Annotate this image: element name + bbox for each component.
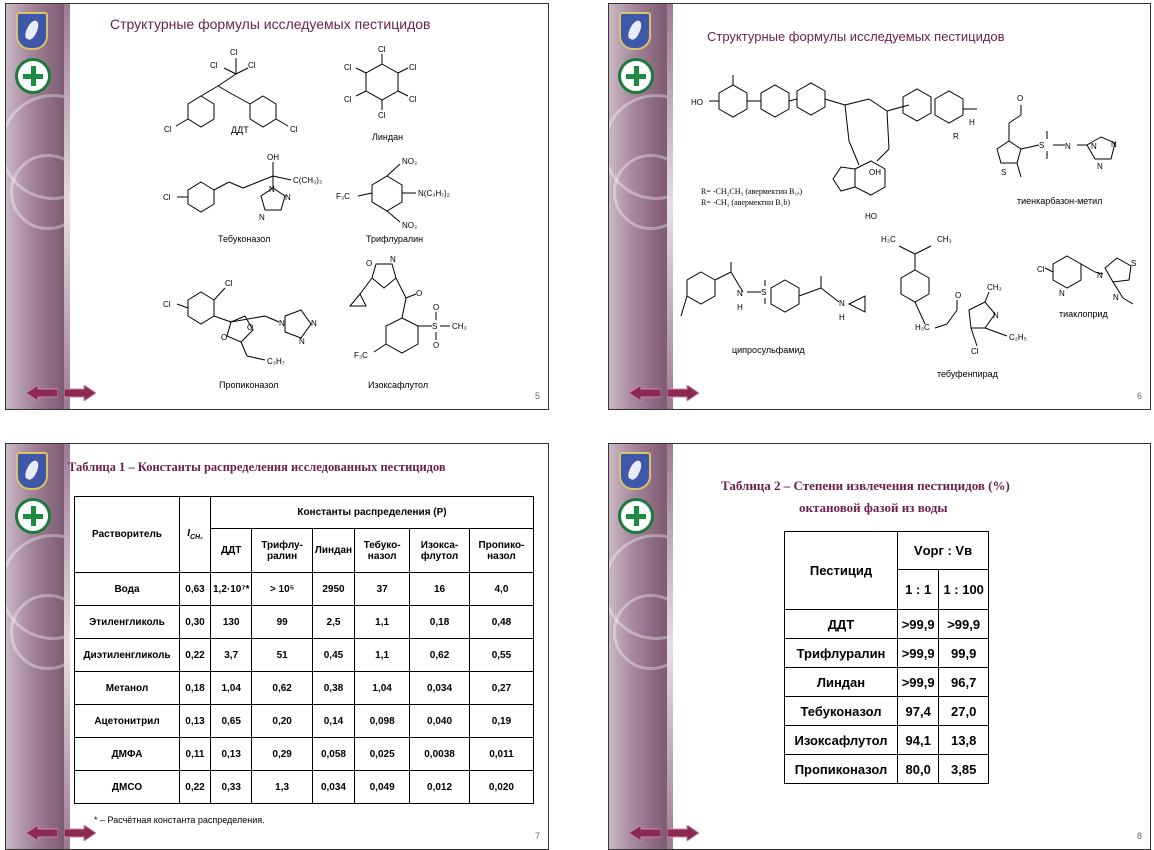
table-cell: 0,62 xyxy=(410,639,470,672)
svg-text:N: N xyxy=(1059,289,1065,298)
trifluralin-structure xyxy=(332,152,472,237)
next-slide-arrow-icon[interactable] xyxy=(64,385,96,401)
tebufenpyrad-structure xyxy=(881,230,1061,360)
compound-label: ДДТ xyxy=(231,125,249,135)
row-solvent-cell: ДМФА xyxy=(75,738,180,771)
slide-sidebar xyxy=(6,444,70,849)
svg-text:O: O xyxy=(955,291,962,300)
prev-slide-arrow-icon[interactable] xyxy=(26,825,58,841)
table-cell: 0,040 xyxy=(410,705,470,738)
table-row xyxy=(75,606,534,639)
table-cell: >99,9 xyxy=(898,610,939,639)
slide-number: 6 xyxy=(1136,391,1142,401)
next-slide-arrow-icon[interactable] xyxy=(667,385,699,401)
table-cell: 0,18 xyxy=(410,606,470,639)
svg-text:N: N xyxy=(737,289,743,298)
svg-text:N: N xyxy=(1097,271,1103,280)
next-slide-arrow-icon[interactable] xyxy=(667,825,699,841)
compound-label: тебуфенпирад xyxy=(937,369,998,379)
ddt-structure xyxy=(156,44,316,134)
svg-text:N: N xyxy=(259,213,265,222)
column-header: Пропико-назол xyxy=(469,529,533,573)
next-slide-arrow-icon[interactable] xyxy=(64,825,96,841)
table-cell: 1,04 xyxy=(355,672,410,705)
svg-text:Cl: Cl xyxy=(225,279,233,288)
slide-number: 5 xyxy=(534,391,540,401)
lindane-structure xyxy=(342,46,432,126)
table-cell: 0,11 xyxy=(180,738,211,771)
table-cell: 0,14 xyxy=(312,705,354,738)
university-emblem-icon xyxy=(16,452,48,490)
table-cell: 0,55 xyxy=(469,639,533,672)
extraction-degree-table xyxy=(784,531,989,784)
svg-text:Cl: Cl xyxy=(409,63,417,72)
table-cell: > 10⁵ xyxy=(252,573,313,606)
table-cell: 1,3 xyxy=(252,771,313,804)
table-row xyxy=(785,610,989,639)
table-cell: 0,65 xyxy=(211,705,252,738)
slide-title: Структурные формулы исследуемых пестицидов xyxy=(110,16,431,32)
compound-label: Пропиконазол xyxy=(219,380,279,390)
slide-number: 7 xyxy=(534,831,540,841)
cyprosulfamide-structure xyxy=(681,262,901,342)
table-cell: 27,0 xyxy=(939,697,989,726)
svg-text:N(C₃H₇)₂: N(C₃H₇)₂ xyxy=(418,189,450,198)
svg-text:Cl: Cl xyxy=(378,45,386,54)
svg-text:N: N xyxy=(993,311,999,320)
table-cell: 97,4 xyxy=(898,697,939,726)
svg-text:F₃C: F₃C xyxy=(354,351,368,360)
svg-text:CH₃: CH₃ xyxy=(452,322,467,331)
svg-text:O: O xyxy=(247,323,254,332)
svg-text:Cl: Cl xyxy=(378,111,386,120)
table-row xyxy=(785,726,989,755)
svg-text:Cl: Cl xyxy=(344,95,352,104)
table-title: Таблица 1 – Константы распределения исследованных пестицидов xyxy=(68,460,446,474)
svg-text:O: O xyxy=(221,333,228,342)
table-cell: 1,04 xyxy=(211,672,252,705)
table-cell: 1,1 xyxy=(355,606,410,639)
svg-text:R: R xyxy=(953,132,959,141)
table-cell: 4,0 xyxy=(469,573,533,606)
table-cell: 130 xyxy=(211,606,252,639)
svg-text:NO₂: NO₂ xyxy=(402,221,418,230)
table-cell: 3,7 xyxy=(211,639,252,672)
svg-text:H₃C: H₃C xyxy=(881,235,896,244)
compound-label: Тебуконазол xyxy=(218,234,271,244)
compound-label: ципросульфамид xyxy=(732,345,805,355)
table-cell: 0,13 xyxy=(180,705,211,738)
compound-label: тиаклоприд xyxy=(1059,309,1108,319)
svg-text:S: S xyxy=(432,322,438,331)
table-row xyxy=(785,639,989,668)
table-cell: 0,049 xyxy=(355,771,410,804)
table-cell: 0,020 xyxy=(469,771,533,804)
svg-text:Cl: Cl xyxy=(1037,265,1045,274)
header-solvent: Растворитель xyxy=(75,497,180,573)
column-header: Трифлу-ралин xyxy=(252,529,313,573)
table-cell: 13,8 xyxy=(939,726,989,755)
medical-cross-emblem-icon xyxy=(15,498,51,534)
table-cell: 0,33 xyxy=(211,771,252,804)
table-cell: 0,22 xyxy=(180,639,211,672)
svg-text:N: N xyxy=(1113,293,1119,302)
table-cell: 0,18 xyxy=(180,672,211,705)
svg-text:O: O xyxy=(416,289,423,298)
prev-slide-arrow-icon[interactable] xyxy=(629,385,661,401)
svg-text:HO: HO xyxy=(691,98,703,107)
table-cell: 0,034 xyxy=(312,771,354,804)
svg-text:S: S xyxy=(761,288,767,297)
table-cell: >99,9 xyxy=(898,639,939,668)
table-cell: 2,5 xyxy=(312,606,354,639)
table-cell: 37 xyxy=(355,573,410,606)
prev-slide-arrow-icon[interactable] xyxy=(629,825,661,841)
slide-sidebar xyxy=(6,4,70,409)
svg-text:H: H xyxy=(737,303,743,312)
slide-number: 8 xyxy=(1136,831,1142,841)
medical-cross-emblem-icon xyxy=(15,58,51,94)
medical-cross-emblem-icon xyxy=(618,58,654,94)
table-row xyxy=(75,672,534,705)
row-solvent-cell: Ацетонитрил xyxy=(75,705,180,738)
table-cell: 0,63 xyxy=(180,573,211,606)
svg-text:Cl: Cl xyxy=(409,95,417,104)
table-cell: 0,034 xyxy=(410,672,470,705)
table-cell: 0,011 xyxy=(469,738,533,771)
svg-text:O: O xyxy=(1017,94,1024,103)
table-cell: 2950 xyxy=(312,573,354,606)
table-cell: 99,9 xyxy=(939,639,989,668)
table-row xyxy=(785,697,989,726)
table-cell: >99,9 xyxy=(898,668,939,697)
table-cell: 96,7 xyxy=(939,668,989,697)
row-solvent-cell: Метанол xyxy=(75,672,180,705)
svg-text:N: N xyxy=(1091,142,1097,151)
svg-text:O: O xyxy=(433,303,440,312)
table-row xyxy=(75,738,534,771)
avermectin-r-line1: R= -CH₂CH₃ (авермектин B₁ₐ) xyxy=(701,187,803,196)
row-pesticide-cell: ДДТ xyxy=(785,610,898,639)
column-header: ДДТ xyxy=(211,529,252,573)
table-row xyxy=(75,639,534,672)
row-pesticide-cell: Линдан xyxy=(785,668,898,697)
svg-text:N: N xyxy=(1111,140,1117,149)
svg-text:CH₃: CH₃ xyxy=(937,235,952,244)
header-pesticide: Пестицид xyxy=(785,532,898,610)
table-cell: 1,1 xyxy=(355,639,410,672)
table-cell: 0,098 xyxy=(355,705,410,738)
svg-text:Cl: Cl xyxy=(971,347,979,356)
university-emblem-icon xyxy=(619,452,651,490)
slide-sidebar xyxy=(609,4,673,409)
slide-sidebar xyxy=(609,444,673,849)
svg-text:Cl: Cl xyxy=(290,125,298,134)
svg-text:O: O xyxy=(366,259,373,268)
table-cell: 0,13 xyxy=(211,738,252,771)
row-pesticide-cell: Пропиконазол xyxy=(785,755,898,784)
svg-text:C₃H₇: C₃H₇ xyxy=(267,357,285,366)
isoxaflutole-structure xyxy=(336,254,476,379)
table-cell: 0,38 xyxy=(312,672,354,705)
svg-text:S: S xyxy=(1131,259,1137,268)
svg-text:Cl: Cl xyxy=(344,63,352,72)
table-cell: 0,19 xyxy=(469,705,533,738)
svg-text:Cl: Cl xyxy=(230,48,238,57)
svg-text:N: N xyxy=(1065,142,1071,151)
svg-text:C₂H₅: C₂H₅ xyxy=(1009,333,1027,342)
row-solvent-cell: Этиленгликоль xyxy=(75,606,180,639)
table-cell: 99 xyxy=(252,606,313,639)
tebuconazole-structure xyxy=(161,152,336,232)
table-cell: >99,9 xyxy=(939,610,989,639)
svg-text:F₃C: F₃C xyxy=(336,192,350,201)
table-row xyxy=(785,668,989,697)
svg-text:N: N xyxy=(390,255,396,264)
row-pesticide-cell: Тебуконазол xyxy=(785,697,898,726)
table-footnote: * – Расчётная константа распределения. xyxy=(94,815,265,825)
thiacloprid-structure xyxy=(1037,244,1147,314)
svg-text:Cl: Cl xyxy=(164,125,172,134)
svg-text:N: N xyxy=(839,299,845,308)
svg-text:N: N xyxy=(299,337,305,346)
propiconazole-structure xyxy=(161,274,336,374)
column-header: 1 : 100 xyxy=(939,570,989,610)
table-cell: 94,1 xyxy=(898,726,939,755)
svg-text:HO: HO xyxy=(865,212,877,221)
column-header: Линдан xyxy=(312,529,354,573)
medical-cross-emblem-icon xyxy=(618,498,654,534)
table-cell: 0,0038 xyxy=(410,738,470,771)
avermectin-r-line2: R= -CH₃ (авермектин B₁b) xyxy=(701,198,791,207)
svg-text:S: S xyxy=(1039,141,1045,150)
table-cell: 0,20 xyxy=(252,705,313,738)
compound-label: Трифлуралин xyxy=(366,234,424,244)
table-cell: 0,30 xyxy=(180,606,211,639)
table-row xyxy=(75,705,534,738)
prev-slide-arrow-icon[interactable] xyxy=(26,385,58,401)
table-body xyxy=(75,573,534,804)
slide-5 xyxy=(5,3,549,410)
svg-text:OH: OH xyxy=(869,168,881,177)
svg-text:N: N xyxy=(311,319,317,328)
compound-label: тиенкарбазон-метил xyxy=(1017,196,1103,206)
svg-text:NO₂: NO₂ xyxy=(402,157,418,166)
svg-text:CH₃: CH₃ xyxy=(987,283,1002,292)
row-pesticide-cell: Изоксафлутол xyxy=(785,726,898,755)
table-title-line1: Таблица 2 – Степени извлечения пестицидов (%) xyxy=(721,478,1010,493)
svg-text:N: N xyxy=(285,193,291,202)
compound-label: Изоксафлутол xyxy=(368,380,429,390)
svg-text:Cl: Cl xyxy=(210,61,218,70)
table-row xyxy=(75,771,534,804)
table-cell: 80,0 xyxy=(898,755,939,784)
table-cell: 0,27 xyxy=(469,672,533,705)
table-cell: 51 xyxy=(252,639,313,672)
header-ich2: $I_{CH_2}$ xyxy=(180,497,211,573)
svg-text:N: N xyxy=(269,185,275,194)
svg-text:H₃C: H₃C xyxy=(915,323,930,332)
svg-text:Cl: Cl xyxy=(163,193,171,202)
university-emblem-icon xyxy=(619,12,651,50)
slide-6 xyxy=(608,3,1151,410)
table-cell: 0,48 xyxy=(469,606,533,639)
university-emblem-icon xyxy=(16,12,48,50)
table-cell: 3,85 xyxy=(939,755,989,784)
row-solvent-cell: Диэтиленгликоль xyxy=(75,639,180,672)
column-header: Изокса-флутол xyxy=(410,529,470,573)
compound-label: Линдан xyxy=(372,132,404,142)
table-cell: 0,012 xyxy=(410,771,470,804)
column-header: 1 : 1 xyxy=(898,570,939,610)
header-volume-ratio: Vорг : Vв xyxy=(898,532,989,570)
table-row xyxy=(785,755,989,784)
table-cell: 16 xyxy=(410,573,470,606)
column-header: Тебуко-назол xyxy=(355,529,410,573)
table-title-line2: октановой фазой из воды xyxy=(799,500,948,515)
header-constants-group: Константы распределения (P) xyxy=(211,497,534,529)
svg-text:H: H xyxy=(839,313,845,322)
svg-text:Cl: Cl xyxy=(248,61,256,70)
svg-text:S: S xyxy=(1001,168,1007,177)
table-cell: 1,2·10⁷* xyxy=(211,573,252,606)
table-cell: 0,025 xyxy=(355,738,410,771)
table-cell: 0,45 xyxy=(312,639,354,672)
slide-title: Структурные формулы исследуемых пестицидов xyxy=(707,29,1005,44)
svg-text:N: N xyxy=(279,319,285,328)
row-pesticide-cell: Трифлуралин xyxy=(785,639,898,668)
svg-text:Cl: Cl xyxy=(163,300,171,309)
table-body xyxy=(785,610,989,784)
svg-text:OH: OH xyxy=(267,153,279,162)
row-solvent-cell: Вода xyxy=(75,573,180,606)
svg-text:C(CH₃)₃: C(CH₃)₃ xyxy=(293,176,323,185)
svg-text:N: N xyxy=(1097,162,1103,171)
thiencarbazone-methyl-structure xyxy=(987,79,1137,189)
partition-constants-table xyxy=(74,496,534,804)
table-row xyxy=(75,573,534,606)
svg-text:H: H xyxy=(969,118,975,127)
row-solvent-cell: ДМСО xyxy=(75,771,180,804)
table-cell: 0,29 xyxy=(252,738,313,771)
table-cell: 0,058 xyxy=(312,738,354,771)
svg-text:O: O xyxy=(433,341,440,350)
table-cell: 0,62 xyxy=(252,672,313,705)
table-cell: 0,22 xyxy=(180,771,211,804)
